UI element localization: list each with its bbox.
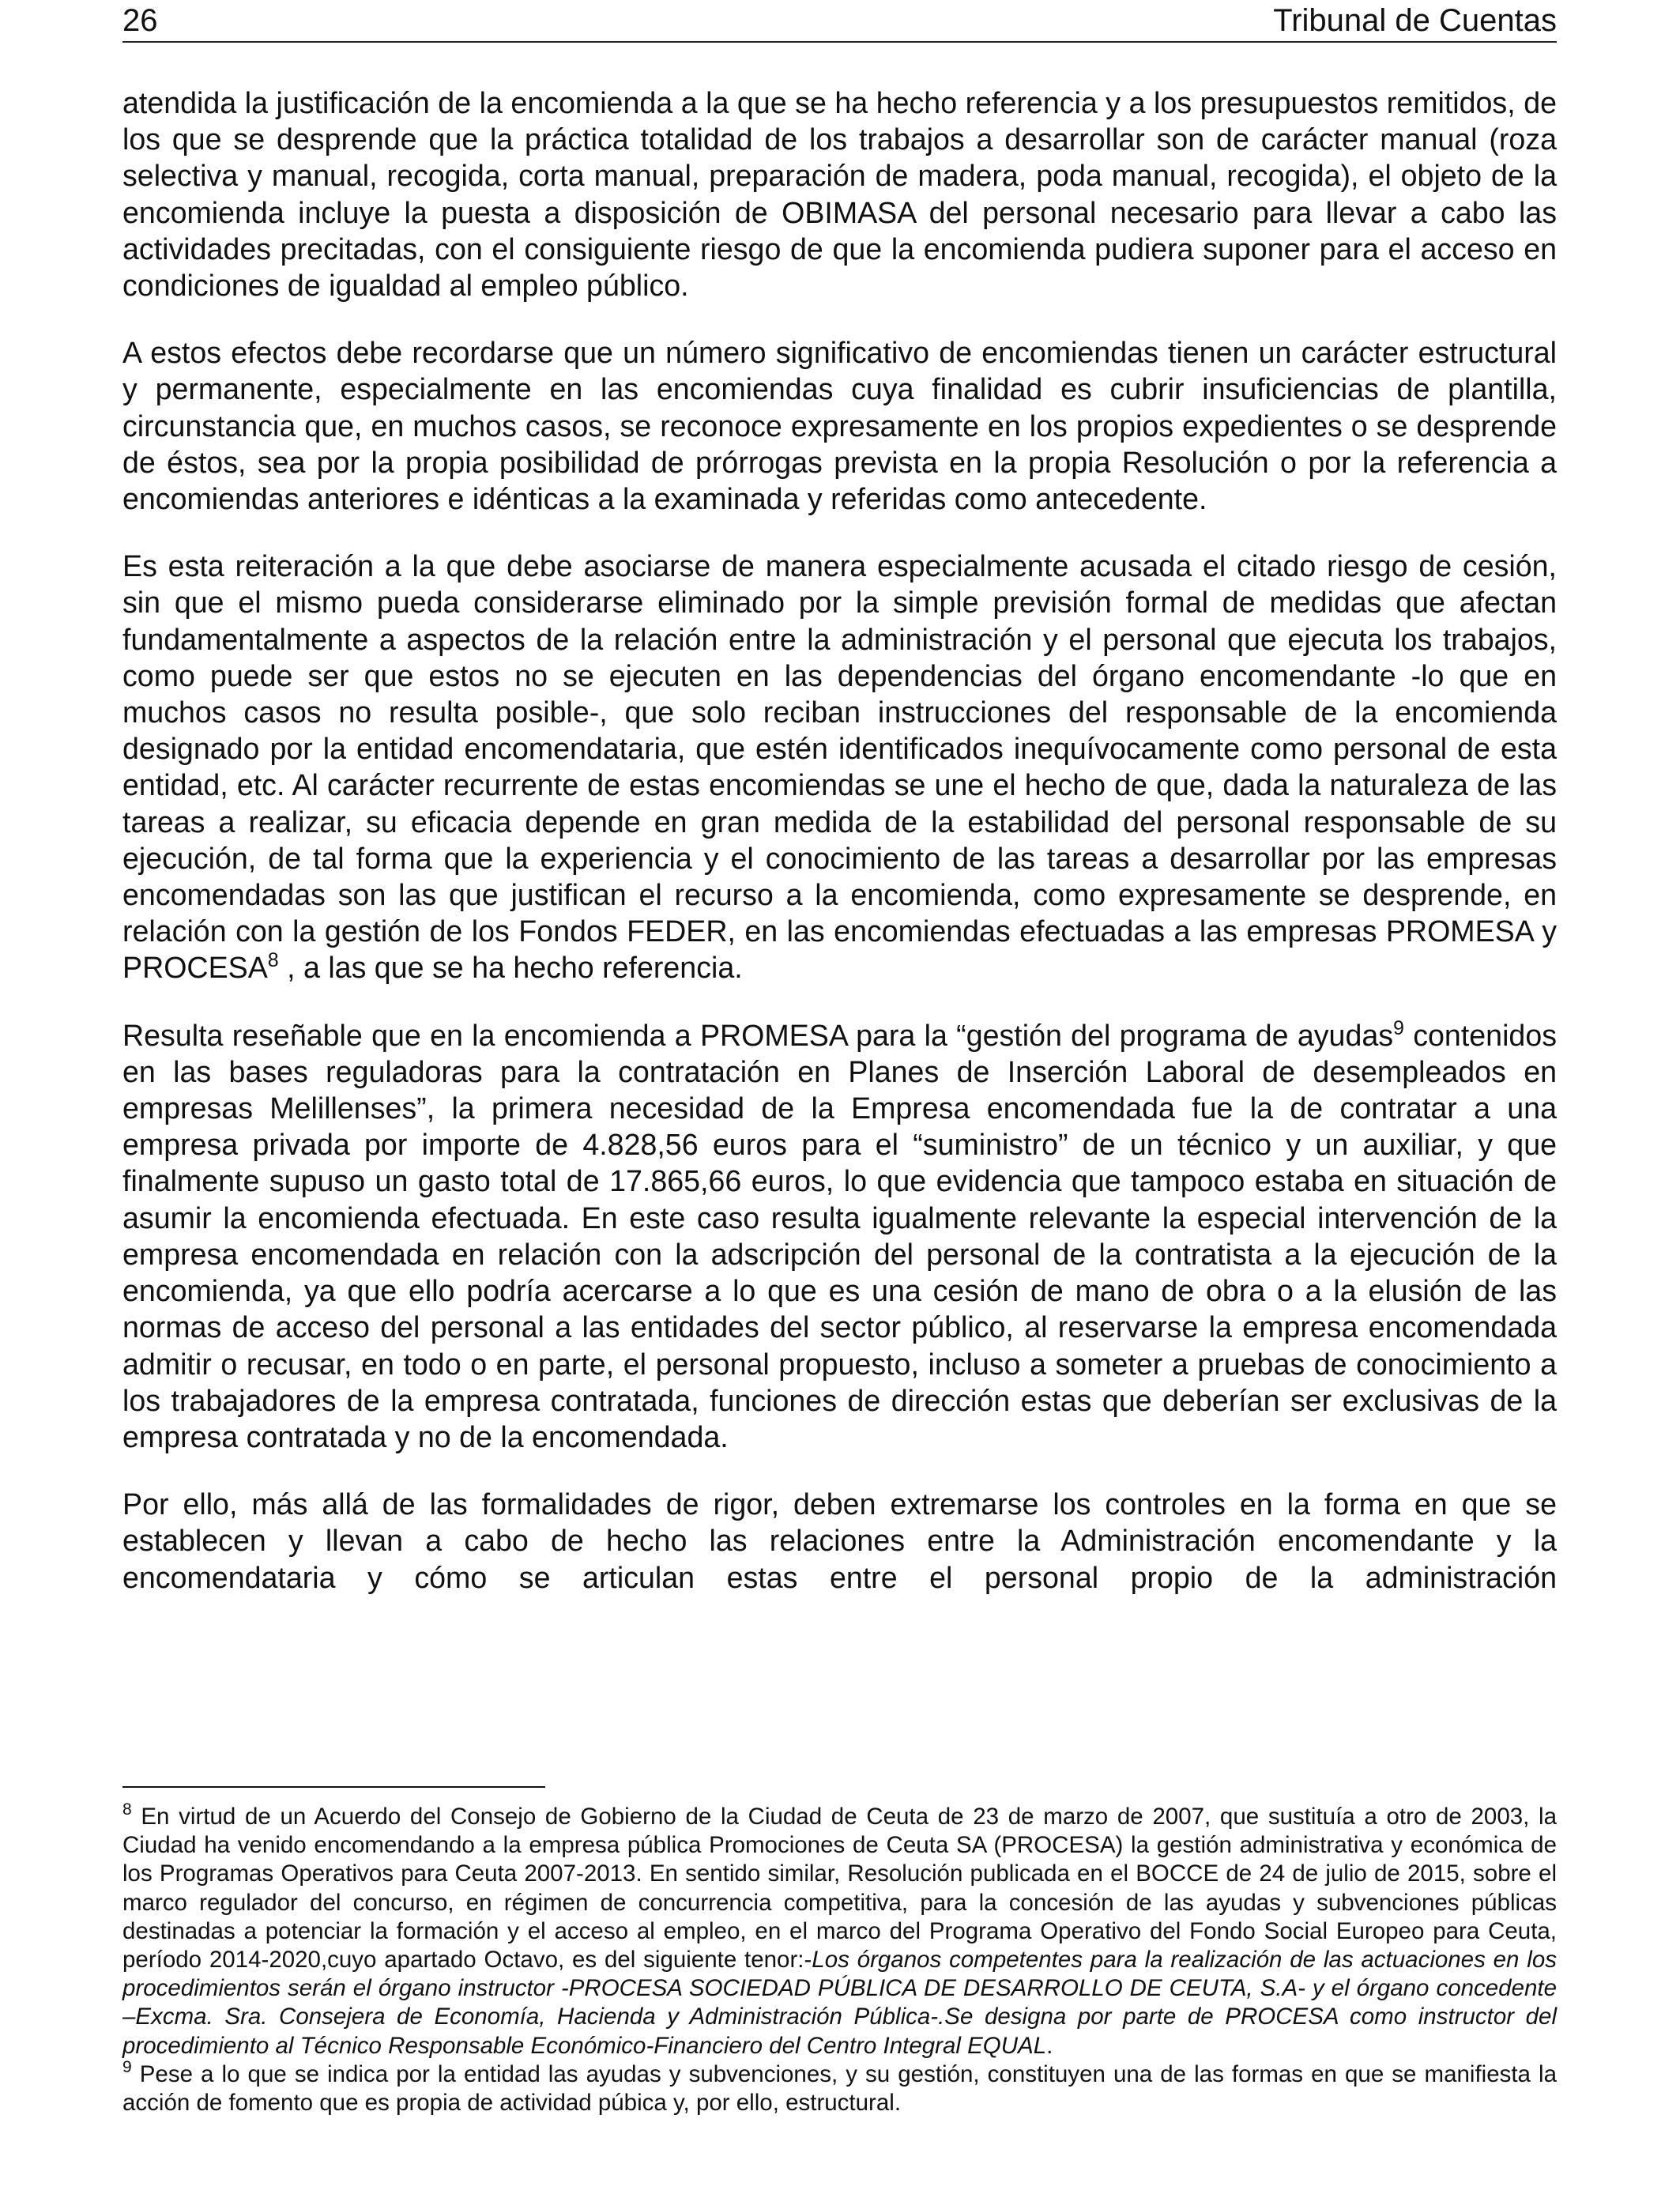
page-number: 26: [122, 3, 158, 38]
paragraph-5: Por ello, más allá de las formalidades de rigor, deben extremarse los controles en la forma en que se establecen y llevan a cabo de hecho las relaciones entre la Administración encomendante y la encomendataria y cómo se articulan estas entre el personal propio de la administración: [122, 1487, 1557, 1594]
footnote-8-end: .: [1046, 2032, 1053, 2059]
footnote-9: [122, 2057, 1557, 2117]
running-title: Tribunal de Cuentas: [1273, 3, 1557, 38]
paragraph-2: A estos efectos debe recordarse que un número significativo de encomiendas tienen un carácter estructural y permanente, especialmente en las encomiendas cuya finalidad es cubrir insuficiencias de plantilla, circunstancia que, en muchos casos, se reconoce expresamente en los propios expedientes o se desprende de éstos, sea por la propia posibilidad de prórrogas prevista en la propia Resolución o por la referencia a encomiendas anteriores e idénticas a la examinada y referidas como antecedente.: [122, 336, 1557, 516]
paragraph-3: [122, 548, 1557, 986]
footnote-separator: [122, 1786, 545, 1788]
page-header: [122, 0, 1557, 43]
paragraph-4-tail: contenidos en las bases reguladoras para la contratación en Planes de Inserción Laboral de desempleados en empresas Melillenses”, la primera necesidad de la Empresa encomendada fue la de contratar a una empresa privada por importe de 4.828,56 euros para el “suministro” de un técnico y un auxiliar, y que finalmente supuso un gasto total de 17.865,66 euros, lo que evidencia que tampoco estaba en situación de asumir la encomienda efectuada. En este caso resulta igualmente relevante la especial intervención de la empresa encomendada en relación con la adscripción del personal de la contratista a la ejecución de la encomienda, ya que ello podría acercarse a lo que es una cesión de mano de obra o a la elusión de las normas de acceso del personal a las entidades del sector público, al reservarse la empresa encomendada admitir o recusar, en todo o en parte, el personal propuesto, incluso a someter a pruebas de conocimiento a los trabajadores de la empresa contratada, funciones de dirección estas que deberían ser exclusivas de la empresa contratada y no de la encomendada.: [122, 1018, 1558, 1453]
paragraph-3-text: Es esta reiteración a la que debe asociarse de manera especialmente acusada el citado riesgo de cesión, sin que el mismo pueda considerarse eliminado por la simple previsión formal de medidas que afectan fundamentalmente a aspectos de la relación entre la administración y el personal que ejecuta los trabajos, como puede ser que estos no se ejecuten en las dependencias del órgano encomendante -lo que en muchos casos no resulta posible-, que solo reciban instrucciones del responsable de la encomienda designado por la entidad encomendataria, que estén identificados inequívocamente como personal de esta entidad, etc. Al carácter recurrente de estas encomiendas se une el hecho de que, dada la naturaleza de las tareas a realizar, su eficacia depende en gran medida de la estabilidad del personal responsable de su ejecución, de tal forma que la experiencia y el conocimiento de las tareas a desarrollar por las empresas encomendadas son las que justifican el recurso a la encomienda, como expresamente se desprende, en relación con la gestión de los Fondos FEDER, en las encomiendas efectuadas a las empresas PROMESA y PROCESA: [122, 549, 1557, 985]
paragraph-3-tail: , a las que se ha hecho referencia.: [278, 951, 743, 985]
paragraph-1: atendida la justificación de la encomienda a la que se ha hecho referencia y a los presupuestos remitidos, de los que se desprende que la práctica totalidad de los trabajos a desarrollar son de carácter manual (roza selectiva y manual, recogida, corta manual, preparación de madera, poda manual, recogida), el objeto de la encomienda incluye la puesta a disposición de OBIMASA del personal necesario para llevar a cabo las actividades precitadas, con el consiguiente riesgo de que la encomienda pudiera suponer para el acceso en condiciones de igualdad al empleo público.: [122, 86, 1557, 303]
paragraph-4-text: Resulta reseñable que en la encomienda a PROMESA para la “gestión del programa de ayudas: [122, 1018, 1394, 1052]
body-text: [122, 85, 1557, 1596]
footnote-8: [122, 1800, 1557, 2060]
footnote-8-text: En virtud de un Acuerdo del Consejo de Gobierno de la Ciudad de Ceuta de 23 de marzo de 2007, que sustituía a otro de 2003, la Ciudad ha venido encomendando a la empresa pública Promociones de Ceuta SA (PROCESA) la gestión administrativa y económica de los Programas Operativos para Ceuta 2007-2013. En sentido similar, Resolución publicada en el BOCCE de 24 de julio de 2015, sobre el marco regulador del concurso, en régimen de concurrencia competitiva, para la concesión de las ayudas y subvenciones públicas destinadas a potenciar la formación y el acceso al empleo, en el marco del Programa Operativo del Fondo Social Europeo para Ceuta, período 2014-2020,cuyo apartado Octavo, es del siguiente tenor:-: [122, 1804, 1557, 1973]
footnote-9-mark: 9: [122, 2057, 132, 2076]
footnote-ref-8[interactable]: 8: [267, 949, 279, 972]
footnote-9-text: Pese a lo que se indica por la entidad las ayudas y subvenciones, y su gestión, constituyen una de las formas en que se manifiesta la acción de fomento que es propia de actividad púbica y, por ello, estructural.: [122, 2060, 1557, 2117]
footnotes: [122, 1800, 1557, 2117]
footnote-8-quote: Los órganos competentes para la realización de las actuaciones en los procedimientos serán el órgano instructor -PROCESA SOCIEDAD PÚBLICA DE DESARROLLO DE CEUTA, S.A- y el órgano concedente –Excma. Sra. Consejera de Economía, Hacienda y Administración Pública-.Se designa por parte de PROCESA como instructor del procedimiento al Técnico Responsable Económico-Financiero del Centro Integral EQUAL: [122, 1947, 1557, 2059]
paragraph-4: [122, 1017, 1557, 1455]
footnote-ref-9[interactable]: 9: [1393, 1016, 1404, 1039]
footnote-8-mark: 8: [122, 1800, 132, 1819]
